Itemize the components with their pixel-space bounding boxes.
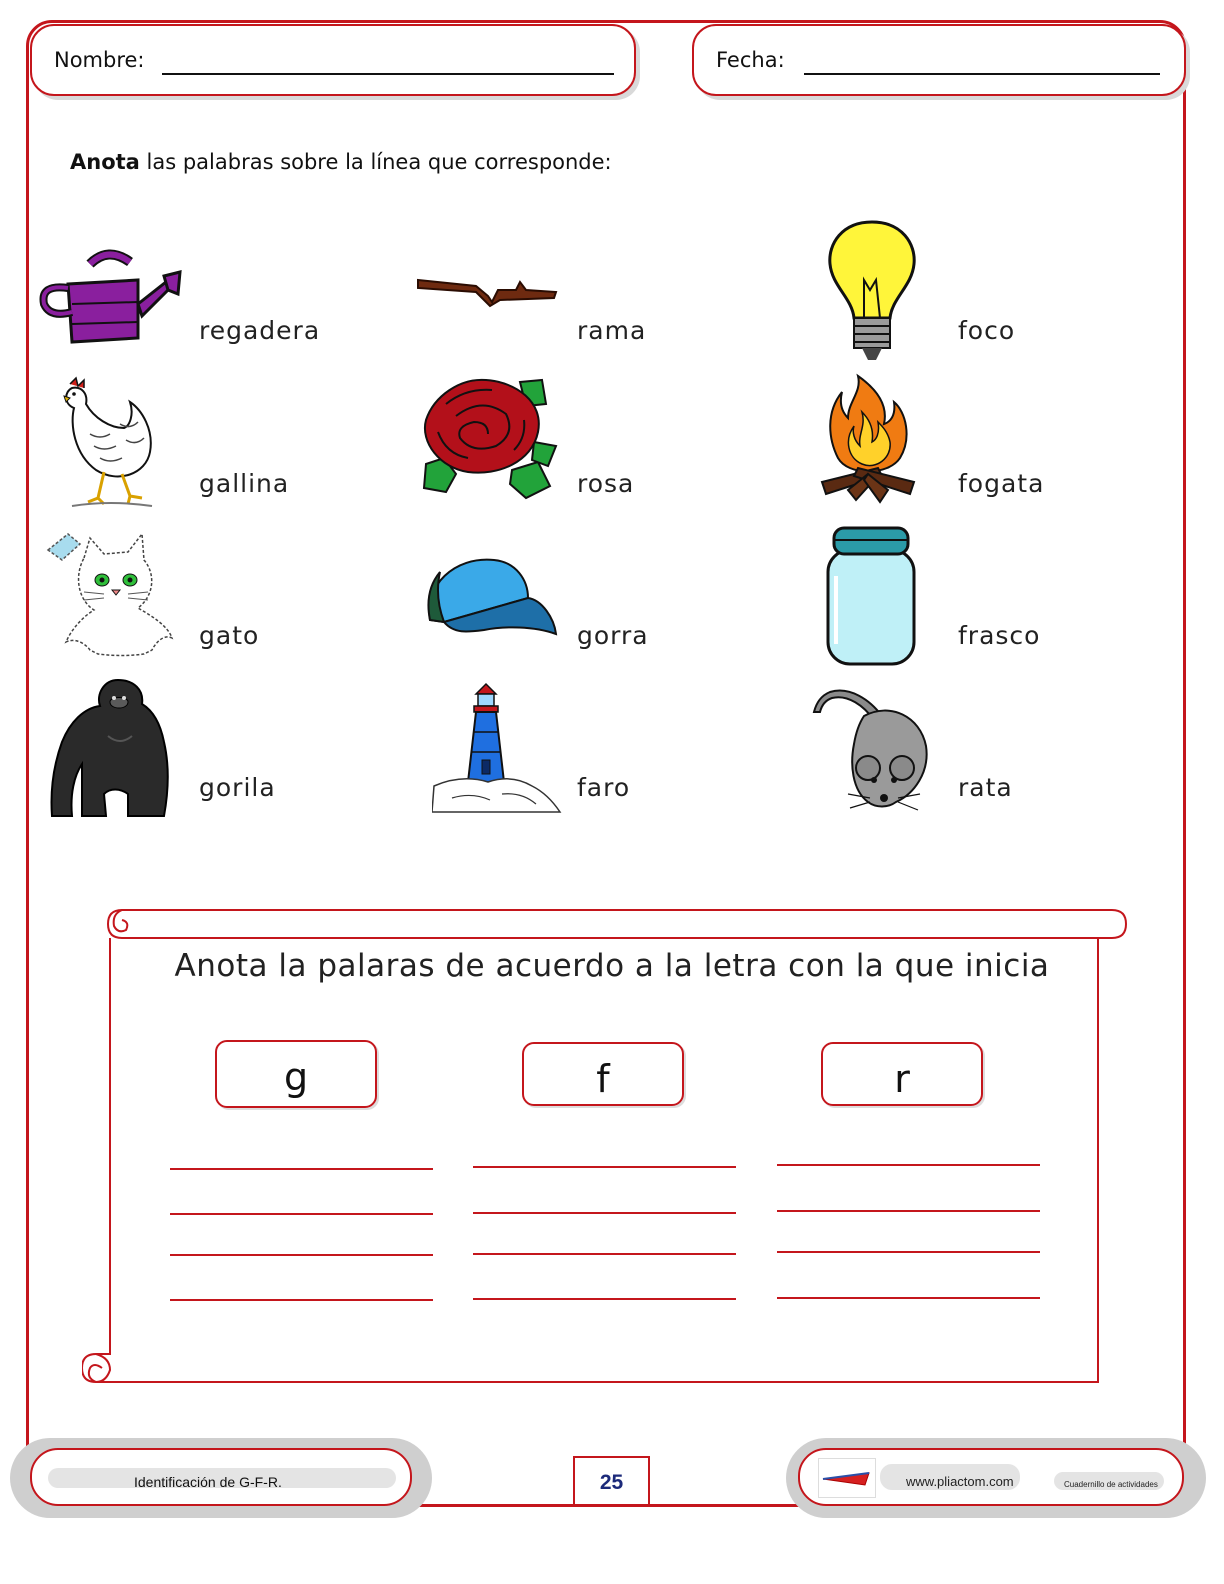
writing-line-r-3[interactable]: [777, 1251, 1040, 1253]
name-label: Nombre:: [54, 48, 145, 72]
writing-line-f-3[interactable]: [473, 1253, 736, 1255]
footer-website[interactable]: www.pliactom.com: [906, 1474, 1014, 1489]
cat-icon: [44, 530, 180, 658]
footer-logo-box: [818, 1458, 876, 1498]
word-gallina: gallina: [199, 469, 290, 498]
word-rama: rama: [577, 316, 647, 345]
instruction-rest: las palabras sobre la línea que corresponde:: [139, 150, 612, 174]
footer-topic: Identificación de G-F-R.: [134, 1474, 282, 1490]
footer-left-box: [30, 1448, 412, 1506]
letter-box-g: g: [215, 1040, 377, 1108]
instruction-text: [70, 150, 612, 174]
writing-line-r-1[interactable]: [777, 1164, 1040, 1166]
rat-icon: [810, 676, 936, 818]
footer-right-box: [798, 1448, 1184, 1506]
hen-icon: [60, 374, 160, 514]
word-fogata: fogata: [958, 469, 1045, 498]
date-box: [692, 24, 1186, 96]
lighthouse-icon: [432, 682, 562, 816]
instruction-bold: Anota: [70, 150, 140, 174]
date-input-line[interactable]: [804, 73, 1160, 75]
word-foco: foco: [958, 316, 1016, 345]
campfire-icon: [818, 372, 918, 512]
footer-booklet: Cuadernillo de actividades: [1064, 1480, 1158, 1489]
gorilla-icon: [48, 676, 172, 820]
writing-line-g-4[interactable]: [170, 1299, 433, 1301]
word-gorila: gorila: [199, 773, 276, 802]
writing-line-g-2[interactable]: [170, 1213, 433, 1215]
writing-line-r-4[interactable]: [777, 1297, 1040, 1299]
light-bulb-icon: [826, 220, 918, 362]
writing-line-r-2[interactable]: [777, 1210, 1040, 1212]
scroll-title: Anota la palaras de acuerdo a la letra con la que inicia: [174, 948, 1050, 984]
name-input-line[interactable]: [162, 73, 614, 75]
watering-can-icon: [38, 244, 183, 348]
letter-box-r: r: [821, 1042, 983, 1106]
writing-line-f-4[interactable]: [473, 1298, 736, 1300]
name-box: [30, 24, 636, 96]
word-gato: gato: [199, 621, 260, 650]
jar-icon: [822, 526, 918, 668]
word-regadera: regadera: [199, 316, 321, 345]
date-label: Fecha:: [716, 48, 785, 72]
page-number: 25: [573, 1456, 650, 1506]
pennant-logo-icon: [819, 1459, 875, 1497]
writing-line-f-1[interactable]: [473, 1166, 736, 1168]
rose-icon: [416, 376, 560, 506]
branch-icon: [416, 272, 558, 308]
word-frasco: frasco: [958, 621, 1041, 650]
writing-line-g-1[interactable]: [170, 1168, 433, 1170]
writing-line-f-2[interactable]: [473, 1212, 736, 1214]
word-rosa: rosa: [577, 469, 635, 498]
word-faro: faro: [577, 773, 631, 802]
letter-box-f: f: [522, 1042, 684, 1106]
writing-line-g-3[interactable]: [170, 1254, 433, 1256]
cap-icon: [424, 556, 560, 638]
word-gorra: gorra: [577, 621, 649, 650]
word-rata: rata: [958, 773, 1013, 802]
